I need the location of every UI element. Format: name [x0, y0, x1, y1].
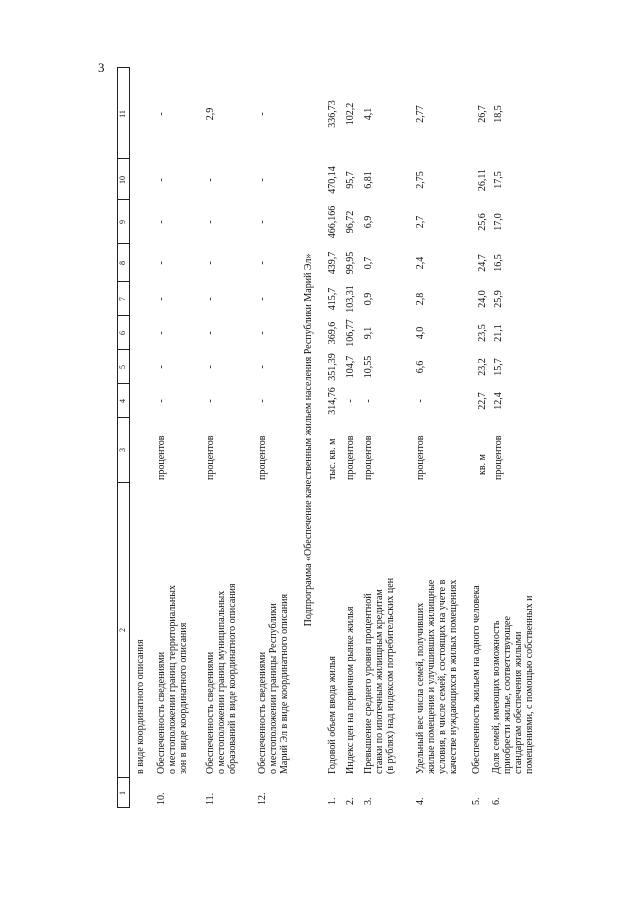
- row-unit: процентов: [415, 435, 426, 480]
- cell: -: [257, 297, 268, 301]
- cell: -: [415, 399, 426, 403]
- cell: 2,7: [415, 215, 426, 229]
- col-header: 8: [118, 261, 127, 265]
- cell: 470,14: [327, 166, 338, 194]
- row-number: 5.: [471, 797, 482, 805]
- col-sep: [117, 482, 130, 483]
- cell: -: [205, 297, 216, 301]
- cell: -: [156, 365, 167, 369]
- cell: -: [345, 399, 356, 403]
- cell: -: [205, 399, 216, 403]
- cell: -: [205, 331, 216, 335]
- cell: 4,1: [363, 107, 374, 121]
- cell: 351,39: [327, 353, 338, 381]
- cell: 102,2: [345, 102, 356, 126]
- row-unit: процентов: [493, 435, 504, 480]
- cell: 466,166: [327, 205, 338, 239]
- cell: 25,9: [493, 290, 504, 308]
- cell: 6,9: [363, 215, 374, 229]
- cell: 24,7: [477, 254, 488, 272]
- cell: -: [257, 261, 268, 265]
- cell: -: [257, 178, 268, 182]
- row-description: Годовой объем ввода жилья: [327, 655, 338, 774]
- col-sep: [117, 383, 130, 384]
- col-header: 4: [118, 399, 127, 403]
- cell: 21,1: [493, 324, 504, 342]
- cell: 6,6: [415, 360, 426, 374]
- top-fragment: в виде координатного описания: [135, 639, 146, 774]
- col-sep: [117, 777, 130, 778]
- row-description: Обеспеченность жильем на одного человека: [471, 585, 482, 774]
- col-header: 2: [118, 628, 127, 632]
- cell: 24,0: [477, 290, 488, 308]
- row-unit: процентов: [345, 435, 356, 480]
- cell: 2,4: [415, 256, 426, 270]
- row-unit: процентов: [257, 435, 268, 480]
- row-number: 1.: [327, 797, 338, 805]
- col-sep: [117, 315, 130, 316]
- cell: 4,0: [415, 326, 426, 340]
- col-header: 10: [118, 176, 127, 184]
- cell: 15,7: [493, 358, 504, 376]
- rotated-table: [115, 60, 635, 820]
- header-bottom-rule: [129, 68, 130, 808]
- row-description: Удельный вес числа семей, получивших жилые помещения и улучшивших жилищные условия, в числе семей, состоящих на учете в качестве нуждающихся в жилых помещениях: [415, 579, 459, 774]
- cell: -: [205, 178, 216, 182]
- cell: 106,77: [345, 319, 356, 347]
- cell: 104,7: [345, 355, 356, 379]
- col-header: 7: [118, 297, 127, 301]
- col-sep: [117, 281, 130, 282]
- row-unit: процентов: [156, 435, 167, 480]
- col-sep: [117, 349, 130, 350]
- cell: -: [156, 178, 167, 182]
- col-header: 3: [118, 448, 127, 452]
- cell: 415,7: [327, 287, 338, 311]
- cell: 99,95: [345, 251, 356, 275]
- cell: 2,8: [415, 292, 426, 306]
- cell: 22,7: [477, 392, 488, 410]
- row-description: Превышение среднего уровня процентной ставки по ипотечным жилищным кредитам (в рублях) над индексом потребительских цен: [363, 577, 396, 774]
- cell: 26,11: [477, 168, 488, 192]
- col-header: 11: [118, 110, 127, 118]
- cell: 23,5: [477, 324, 488, 342]
- col-header: 6: [118, 331, 127, 335]
- row-unit: кв. м: [477, 454, 488, 475]
- col-sep: [117, 199, 130, 200]
- row-number: 11.: [205, 792, 216, 805]
- cell: 23,2: [477, 358, 488, 376]
- row-unit: процентов: [363, 435, 374, 480]
- cell: 103,31: [345, 285, 356, 313]
- cell: 2,75: [415, 171, 426, 189]
- row-number: 4.: [415, 797, 426, 805]
- cell: -: [156, 331, 167, 335]
- col-sep: [117, 158, 130, 159]
- cell: 16,5: [493, 254, 504, 272]
- cell: 2,9: [205, 107, 216, 121]
- cell: 95,7: [345, 171, 356, 189]
- cell: -: [156, 112, 167, 116]
- cell: -: [205, 261, 216, 265]
- row-description: Обеспеченность сведениями о местоположении границ муниципальных образований в виде координатного описания: [205, 583, 238, 774]
- cell: 18,5: [493, 105, 504, 123]
- row-number: 3.: [363, 797, 374, 805]
- cell: -: [156, 297, 167, 301]
- cell: -: [257, 331, 268, 335]
- row-description: Доля семей, имеющих возможность приобрести жилье, соответствующее стандартам обеспечения жилыми помещениями, с помощью собственных и: [491, 595, 535, 774]
- row-unit: процентов: [205, 435, 216, 480]
- cell: 439,7: [327, 251, 338, 275]
- cell: 6,81: [363, 171, 374, 189]
- row-number: 10.: [156, 792, 167, 805]
- cell: 12,4: [493, 392, 504, 410]
- cell: 10,55: [363, 355, 374, 379]
- col-sep: [117, 67, 130, 68]
- col-sep: [117, 417, 130, 418]
- cell: 369,6: [327, 321, 338, 345]
- cell: 9,1: [363, 326, 374, 340]
- cell: 0,9: [363, 292, 374, 306]
- cell: 17,5: [493, 171, 504, 189]
- cell: -: [363, 399, 374, 403]
- cell: 2,77: [415, 105, 426, 123]
- col-header: 9: [118, 220, 127, 224]
- row-description: Обеспеченность сведениями о местоположении границ территориальных зон в виде координатного описания: [156, 585, 189, 774]
- cell: -: [257, 220, 268, 224]
- col-sep: [117, 807, 130, 808]
- col-sep: [117, 243, 130, 244]
- cell: -: [156, 220, 167, 224]
- page-number: 3: [98, 60, 105, 75]
- cell: -: [257, 112, 268, 116]
- cell: -: [257, 399, 268, 403]
- cell: -: [205, 220, 216, 224]
- row-number: 12.: [257, 792, 268, 805]
- col-header: 1: [118, 791, 127, 795]
- cell: -: [156, 261, 167, 265]
- row-description: Индекс цен на первичном рынке жилья: [345, 606, 356, 774]
- cell: 314,76: [327, 387, 338, 415]
- col-header: 5: [118, 365, 127, 369]
- cell: 25,6: [477, 213, 488, 231]
- cell: -: [156, 399, 167, 403]
- subprogram-title: Подпрограмма «Обеспечение качественным жильем населения Республики Марий Эл»: [303, 253, 314, 627]
- row-unit: тыс. кв. м: [327, 438, 338, 480]
- cell: 17,0: [493, 213, 504, 231]
- cell: 336,73: [327, 100, 338, 128]
- row-description: Обеспеченность сведениями о местоположении границы Республики Марий Эл в виде координатного описания: [257, 593, 290, 774]
- cell: 26,7: [477, 105, 488, 123]
- row-number: 2.: [345, 797, 356, 805]
- cell: -: [257, 365, 268, 369]
- row-number: 6.: [491, 797, 502, 805]
- cell: 0,7: [363, 256, 374, 270]
- cell: 96,72: [345, 210, 356, 234]
- cell: -: [205, 365, 216, 369]
